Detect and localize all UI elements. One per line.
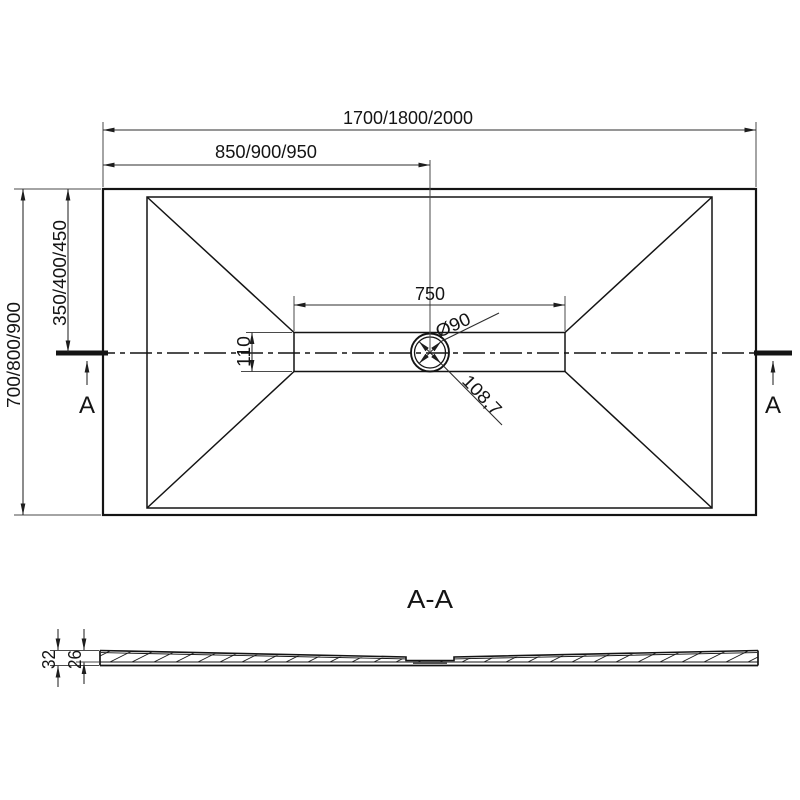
drain	[411, 309, 506, 425]
dim-label-channel-width: 110	[234, 338, 254, 367]
section-label-right: A	[764, 392, 782, 419]
extension-lines	[14, 122, 756, 515]
top-view	[4, 108, 792, 515]
dimensions-section-view	[39, 629, 99, 687]
dim-label-total-depth: 700/800/900	[4, 307, 24, 408]
drain-offset-label: 108,7	[458, 370, 504, 418]
section-view	[39, 584, 758, 687]
dim-label-channel-length: 750	[415, 284, 445, 304]
drain-diameter-label: Ø90	[432, 309, 472, 342]
dim-label-center-width: 850/900/950	[215, 142, 317, 162]
section-title: A-A	[407, 584, 454, 614]
section-profile	[100, 651, 758, 666]
dimensions-top-view	[4, 108, 756, 515]
dim-label-center-depth: 350/400/450	[50, 225, 70, 326]
dim-label-thickness-outer: 32	[39, 648, 59, 669]
dim-label-total-width: 1700/1800/2000	[343, 108, 473, 128]
section-label-left: A	[78, 392, 96, 419]
dim-label-thickness-inner: 26	[65, 648, 85, 669]
center-line-group	[56, 353, 792, 419]
